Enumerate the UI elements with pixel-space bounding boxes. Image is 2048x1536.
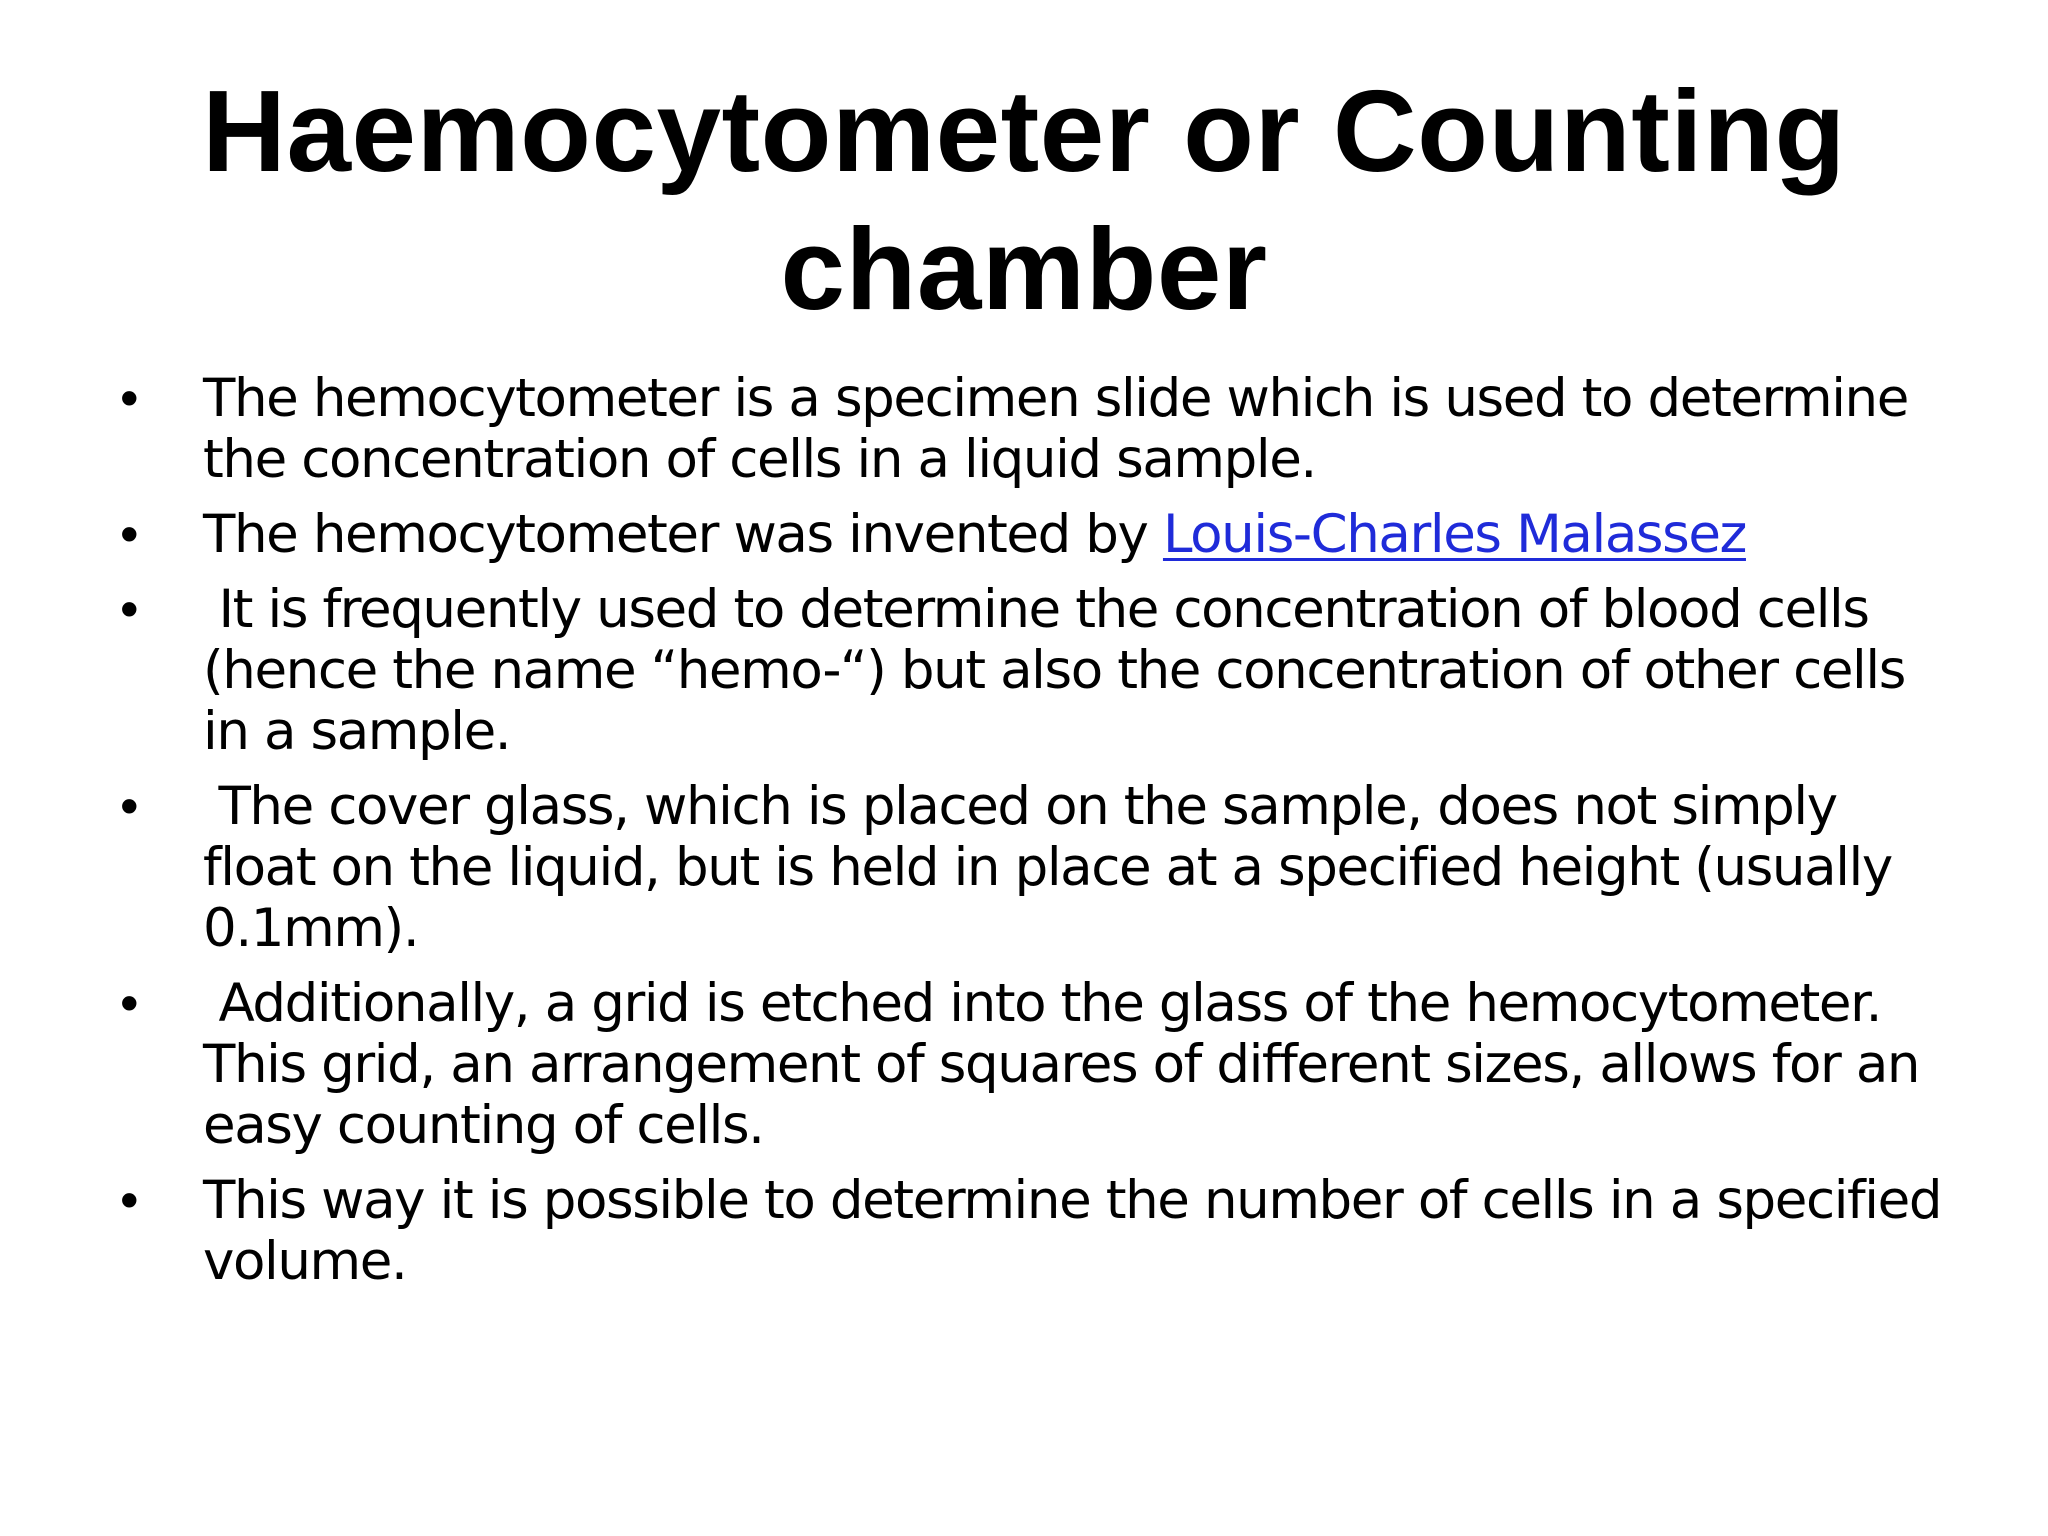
bullet-dot-icon: • bbox=[120, 505, 138, 564]
bullet-dot-icon: • bbox=[120, 974, 138, 1033]
inventor-link[interactable]: Louis-Charles Malassez bbox=[1162, 504, 1746, 565]
bullet-text: The cover glass, which is placed on the sample, does not simply float on the liquid, but is held in place at a specified height (usually 0.1mm). bbox=[203, 776, 1908, 959]
bullet-item bbox=[120, 1170, 1960, 1292]
bullet-item bbox=[120, 973, 1960, 1156]
bullet-dot-icon: • bbox=[120, 777, 138, 836]
bullet-text: The hemocytometer was invented by bbox=[203, 504, 1163, 565]
bullet-text: The hemocytometer is a specimen slide which is used to determine the concentration of cells in a liquid sample. bbox=[203, 368, 1908, 490]
bullet-text: It is frequently used to determine the concentration of blood cells (hence the name “hemo-“) but also the concentration of other cells in a sample. bbox=[203, 579, 1921, 762]
slide-title: Haemocytometer or Counting chamber bbox=[202, 66, 1846, 334]
bullet-text: Additionally, a grid is etched into the glass of the hemocytometer. This grid, an arrangement of squares of different sizes, allows for an easy counting of cells. bbox=[203, 973, 1935, 1156]
bullet-dot-icon: • bbox=[120, 369, 138, 428]
bullet-item bbox=[120, 368, 1960, 490]
bullet-item bbox=[120, 776, 1960, 959]
bullet-item bbox=[120, 579, 1960, 762]
bullet-dot-icon: • bbox=[120, 1171, 138, 1230]
bullet-item bbox=[120, 504, 1960, 565]
bullet-list bbox=[120, 368, 1960, 1306]
bullet-text: This way it is possible to determine the number of cells in a specified volume. bbox=[203, 1170, 1942, 1292]
bullet-dot-icon: • bbox=[120, 580, 138, 639]
